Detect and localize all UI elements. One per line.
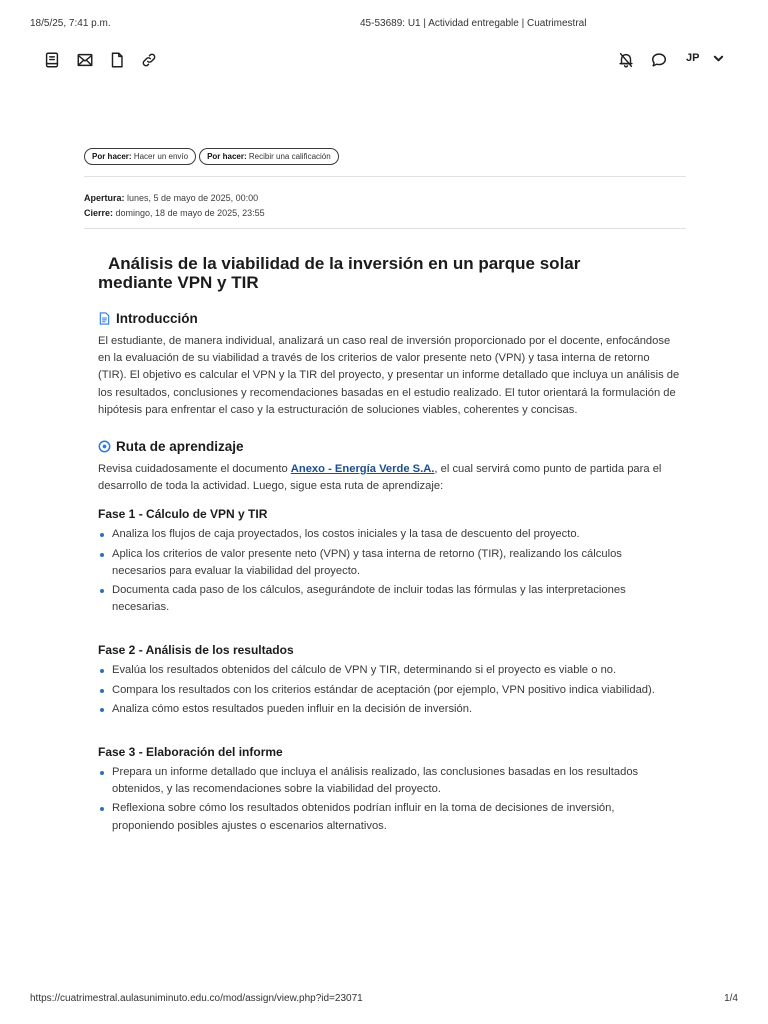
- document-icon[interactable]: [107, 50, 127, 70]
- chevron-down-icon[interactable]: [713, 53, 724, 64]
- list-item: Analiza cómo estos resultados pueden influir en la decisión de inversión.: [98, 701, 678, 718]
- chat-bubble-icon[interactable]: [649, 50, 669, 70]
- intro-paragraph: El estudiante, de manera individual, analizará un caso real de inversión proporcionado por el docente, enfocándose en la evaluación de su viabilidad a través de los criterios de valor presente neto (VPN) y tasa interna de retorno (TIR). El objetivo es calcular el VPN y la TIR del proyecto, y presentar un informe detallado que incluya un análisis de los resultados, conclusiones y recomendaciones basadas en el estudio realizado. El tutor orientará la formulación de hipótesis para enfrentar el caso y la estructuración de soluciones viables, coherentes y concisas.: [98, 335, 680, 416]
- ruta-text-before: Revisa cuidadosamente el documento: [98, 463, 291, 476]
- print-header: [30, 18, 738, 32]
- fase-2-list: [98, 662, 678, 718]
- fase-1-title: Fase 1 - Cálculo de VPN y TIR: [98, 507, 268, 522]
- intro-heading-text: Introducción: [116, 311, 198, 326]
- assignment-dates: [84, 191, 686, 221]
- user-initials-avatar[interactable]: JP: [686, 52, 700, 64]
- assignment-content: [84, 148, 686, 837]
- compass-icon: [98, 440, 111, 453]
- page-number: 1/4: [724, 993, 738, 1004]
- open-date: [84, 191, 686, 206]
- ruta-paragraph: [98, 461, 680, 495]
- toolbar: [0, 50, 768, 72]
- completion-badges: [84, 148, 686, 165]
- notification-bell-icon[interactable]: [616, 50, 636, 70]
- mail-icon[interactable]: [75, 50, 95, 70]
- close-date-value: domingo, 18 de mayo de 2025, 23:55: [115, 208, 265, 218]
- ruta-text-after: , el cual servirá como punto de partida para el desarrollo de toda la actividad. Luego, sigue esta ruta de aprendizaje:: [98, 463, 662, 493]
- divider: [84, 228, 686, 229]
- ruta-heading-text: Ruta de aprendizaje: [116, 439, 244, 455]
- fase-3-list: [98, 764, 678, 835]
- badge-text: Recibir una calificación: [248, 152, 331, 161]
- list-item: Aplica los criterios de valor presente neto (VPN) y tasa interna de retorno (TIR), realizando los cálculos necesarios para evaluar la viabilidad del proyecto.: [98, 546, 678, 580]
- fase-2-title: Fase 2 - Análisis de los resultados: [98, 643, 294, 658]
- list-item: Reflexiona sobre cómo los resultados obtenidos podrían influir en la toma de decisiones de inversión, proponiendo posibles ajustes o escenarios alternativos.: [98, 800, 678, 834]
- ruta-heading: [98, 439, 686, 454]
- fase-3-title: Fase 3 - Elaboración del informe: [98, 745, 283, 760]
- document-icon: [98, 312, 111, 325]
- list-item: Prepara un informe detallado que incluya el análisis realizado, las conclusiones basadas en los resultados obtenidos, y las recomendaciones sobre la viabilidad del proyecto.: [98, 764, 678, 798]
- close-date-label: Cierre:: [84, 208, 114, 218]
- link-icon[interactable]: [139, 50, 159, 70]
- close-date: [84, 206, 686, 221]
- open-date-value: lunes, 5 de mayo de 2025, 00:00: [127, 193, 259, 203]
- badge-label: Por hacer:: [207, 152, 247, 161]
- assignment-title: Análisis de la viabilidad de la inversión en un parque solar mediante VPN y TIR: [98, 254, 581, 292]
- print-page-title: 45-53689: U1 | Actividad entregable | Cuatrimestral: [360, 18, 587, 29]
- todo-submit-badge[interactable]: [84, 148, 196, 165]
- badge-label: Por hacer:: [92, 152, 132, 161]
- badge-text: Hacer un envío: [133, 152, 189, 161]
- intro-heading: [98, 311, 686, 326]
- anexo-document-link[interactable]: Anexo - Energía Verde S.A.: [290, 463, 435, 476]
- todo-grade-badge[interactable]: [199, 148, 339, 165]
- list-item: Documenta cada paso de los cálculos, asegurándote de incluir todas las fórmulas y las interpretaciones necesarias.: [98, 582, 678, 616]
- print-datetime: 18/5/25, 7:41 p.m.: [30, 18, 111, 29]
- list-item: Evalúa los resultados obtenidos del cálculo de VPN y TIR, determinando si el proyecto es viable o no.: [98, 662, 678, 679]
- list-item: Compara los resultados con los criterios estándar de aceptación (por ejemplo, VPN positivo indica viabilidad).: [98, 682, 678, 699]
- open-date-label: Apertura:: [84, 193, 125, 203]
- fase-1-list: [98, 526, 678, 616]
- print-url: https://cuatrimestral.aulasuniminuto.edu.co/mod/assign/view.php?id=23071: [30, 993, 363, 1004]
- divider: [84, 176, 686, 177]
- book-icon[interactable]: [42, 50, 62, 70]
- list-item: Analiza los flujos de caja proyectados, los costos iniciales y la tasa de descuento del proyecto.: [98, 526, 678, 543]
- user-menu[interactable]: [686, 52, 724, 64]
